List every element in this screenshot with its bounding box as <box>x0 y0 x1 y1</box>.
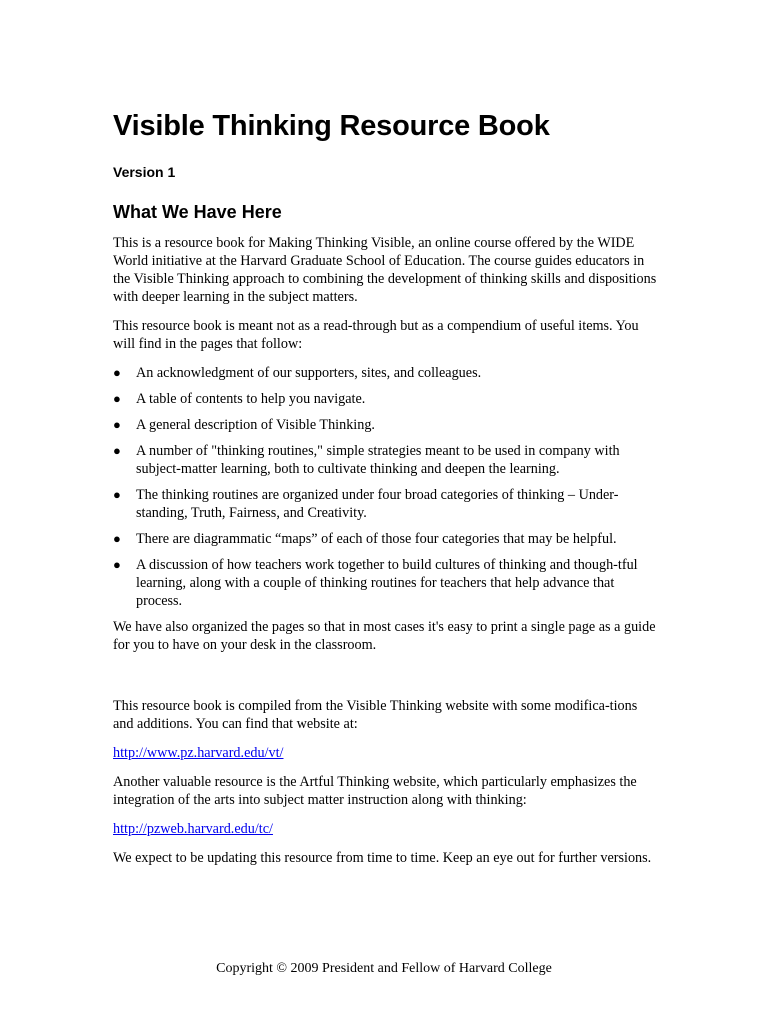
contents-list <box>113 364 661 610</box>
vt-link-line <box>113 744 661 762</box>
list-item-text: A table of contents to help you navigate. <box>136 391 366 407</box>
list-item-text: There are diagrammatic “maps” of each of those four categories that may be helpful. <box>136 531 617 547</box>
bullet-icon: ● <box>113 365 121 380</box>
bullet-icon: ● <box>113 557 121 572</box>
list-item <box>113 416 661 434</box>
list-item-text: A general description of Visible Thinking. <box>136 417 375 433</box>
artful-thinking-link[interactable]: http://pzweb.harvard.edu/tc/ <box>113 821 273 837</box>
section-heading: What We Have Here <box>113 202 282 222</box>
print-paragraph: We have also organized the pages so that in most cases it's easy to print a single page as a guide for you to have on your desk in the classroom. <box>113 619 656 653</box>
spacer <box>113 665 661 697</box>
list-item-text: The thinking routines are organized under four broad categories of thinking – Under-standing, Truth, Fairness, and Creativity. <box>136 487 619 521</box>
compendium-paragraph: This resource book is meant not as a read-through but as a compendium of useful items. You will find in the pages that follow: <box>113 318 639 352</box>
list-item <box>113 390 661 408</box>
bullet-icon: ● <box>113 443 121 458</box>
copyright-footer: Copyright © 2009 President and Fellow of Harvard College <box>216 961 552 976</box>
list-item <box>113 556 661 610</box>
body-text <box>113 234 661 878</box>
list-item-text: A number of "thinking routines," simple strategies meant to be used in company with subject-matter learning, both to cultivate thinking and deepen the learning. <box>136 443 620 477</box>
page-title: Visible Thinking Resource Book <box>113 110 550 142</box>
list-item-text: A discussion of how teachers work together to build cultures of thinking and though-tful learning, along with a couple of thinking routines for teachers that help advance that process. <box>136 557 638 609</box>
intro-paragraph: This is a resource book for Making Thinking Visible, an online course offered by the WIDE World initiative at the Harvard Graduate School of Education. The course guides educators in the Visible Thinking approach to combining the development of thinking skills and dispositions with deeper learning in the subject matters. <box>113 235 657 305</box>
list-item <box>113 486 661 522</box>
list-item-text: An acknowledgment of our supporters, sites, and colleagues. <box>136 365 482 381</box>
bullet-icon: ● <box>113 391 121 406</box>
tc-link-line <box>113 820 661 838</box>
update-paragraph: We expect to be updating this resource from time to time. Keep an eye out for further versions. <box>113 850 652 866</box>
compiled-paragraph: This resource book is compiled from the Visible Thinking website with some modifica-tions and additions. You can find that website at: <box>113 698 638 732</box>
list-item <box>113 442 661 478</box>
bullet-icon: ● <box>113 417 121 432</box>
list-item <box>113 530 661 548</box>
bullet-icon: ● <box>113 531 121 546</box>
visible-thinking-link[interactable]: http://www.pz.harvard.edu/vt/ <box>113 745 284 761</box>
list-item <box>113 364 661 382</box>
artful-paragraph: Another valuable resource is the Artful Thinking website, which particularly emphasizes the integration of the arts into subject matter instruction along with thinking: <box>113 774 637 808</box>
bullet-icon: ● <box>113 487 121 502</box>
version-label: Version 1 <box>113 164 176 180</box>
